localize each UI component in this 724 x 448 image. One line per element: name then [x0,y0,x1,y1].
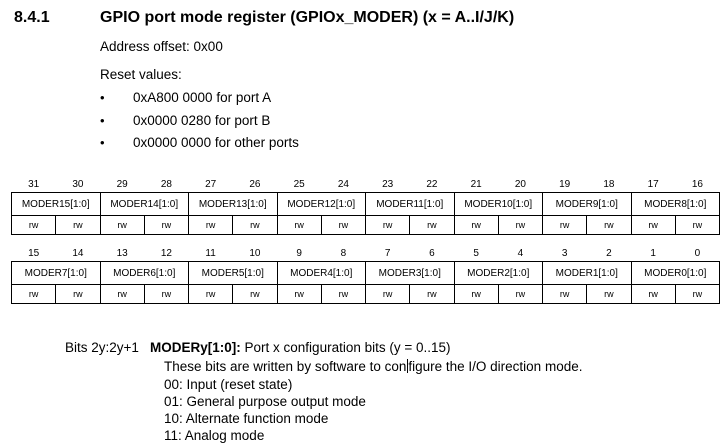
bit-number: 27 [205,178,217,190]
bullet-icon: • [100,113,105,128]
register-field: MODER11[1:0] [366,193,455,216]
access-type: rw [366,285,410,304]
bullet-icon: • [100,135,105,150]
bit-number: 30 [72,178,84,190]
field-description-line [150,340,451,355]
access-row [12,216,720,235]
field-name-row [12,262,720,285]
access-type: rw [410,216,454,235]
bit-number-row [12,245,720,262]
bit-number: 13 [116,247,128,259]
address-offset: Address offset: 0x00 [100,39,223,54]
field-name: MODERy[1:0]: [150,340,241,355]
access-type: rw [277,216,321,235]
register-field: MODER13[1:0] [189,193,278,216]
bit-number-row [12,176,720,193]
access-type: rw [543,216,587,235]
access-type: rw [233,216,277,235]
bullet-icon: • [100,90,105,105]
section-title: GPIO port mode register (GPIOx_MODER) (x = A..I/J/K) [100,9,515,26]
access-type: rw [144,216,188,235]
register-field: MODER1[1:0] [543,262,632,285]
access-type: rw [366,216,410,235]
register-field: MODER5[1:0] [189,262,278,285]
access-type: rw [587,216,631,235]
explanation-text-start: These bits are written by software to con [164,359,407,374]
mode-item: 11: Analog mode [164,428,265,443]
explanation-text-end: figure the I/O direction mode. [408,359,583,374]
bit-number: 20 [514,178,526,190]
register-field: MODER9[1:0] [543,193,632,216]
mode-item: 01: General purpose output mode [164,394,366,409]
register-field: MODER2[1:0] [454,262,543,285]
mode-item: 10: Alternate function mode [164,411,329,426]
register-field: MODER14[1:0] [100,193,189,216]
bit-number: 21 [470,178,482,190]
access-type: rw [631,285,675,304]
bit-number: 28 [160,178,172,190]
bit-number: 4 [517,247,524,259]
reset-value-item: 0xA800 0000 for port A [133,90,272,105]
bit-number: 9 [296,247,302,259]
register-lower-half [11,245,720,304]
bit-number: 29 [116,178,128,190]
bits-range: Bits 2y:2y+1 [65,340,139,355]
bit-number: 14 [72,247,84,259]
bit-number: 12 [160,247,172,259]
bit-number: 3 [561,247,568,259]
bit-number: 5 [473,247,479,259]
access-type: rw [675,216,719,235]
access-type: rw [100,216,144,235]
register-field: MODER7[1:0] [12,262,101,285]
register-field: MODER4[1:0] [277,262,366,285]
access-type: rw [56,216,100,235]
field-explanation [164,359,582,374]
access-type: rw [498,285,542,304]
access-type: rw [12,216,56,235]
bit-number: 25 [293,178,305,190]
register-upper-half [11,176,720,235]
bit-number: 22 [426,178,438,190]
register-field: MODER10[1:0] [454,193,543,216]
access-type: rw [233,285,277,304]
bit-number: 31 [28,178,40,190]
register-field: MODER0[1:0] [631,262,720,285]
access-type: rw [189,216,233,235]
bit-number: 26 [249,178,261,190]
bit-number: 16 [691,178,703,190]
access-type: rw [454,285,498,304]
register-field: MODER8[1:0] [631,193,720,216]
mode-item: 00: Input (reset state) [164,377,293,392]
reset-value-item: 0x0000 0280 for port B [133,113,271,128]
access-type: rw [277,285,321,304]
access-type: rw [189,285,233,304]
field-summary: Port x configuration bits (y = 0..15) [244,340,451,355]
register-field: MODER6[1:0] [100,262,189,285]
bit-number: 7 [384,247,391,259]
bit-number: 11 [205,247,216,259]
bit-number: 23 [382,178,394,190]
access-type: rw [100,285,144,304]
access-type: rw [144,285,188,304]
reset-value-item: 0x0000 0000 for other ports [133,135,299,150]
access-type: rw [321,285,365,304]
access-type: rw [543,285,587,304]
bit-number: 24 [337,178,349,190]
access-type: rw [454,216,498,235]
bit-number: 0 [694,247,701,259]
bit-number: 2 [606,247,612,259]
access-type: rw [675,285,719,304]
bit-number: 10 [249,247,261,259]
bit-number: 17 [647,178,659,190]
bit-number: 19 [559,178,571,190]
access-type: rw [587,285,631,304]
reset-values-label: Reset values: [100,67,182,82]
access-type: rw [631,216,675,235]
register-field: MODER12[1:0] [277,193,366,216]
access-type: rw [410,285,454,304]
bit-number: 8 [340,247,347,259]
access-type: rw [12,285,56,304]
section-number: 8.4.1 [14,9,50,26]
access-row [12,285,720,304]
register-field: MODER3[1:0] [366,262,455,285]
access-type: rw [498,216,542,235]
bit-number: 6 [429,247,435,259]
register-field: MODER15[1:0] [12,193,101,216]
access-type: rw [56,285,100,304]
bit-number: 1 [650,247,656,259]
access-type: rw [321,216,365,235]
bit-number: 15 [28,247,40,259]
field-name-row [12,193,720,216]
bit-number: 18 [603,178,615,190]
